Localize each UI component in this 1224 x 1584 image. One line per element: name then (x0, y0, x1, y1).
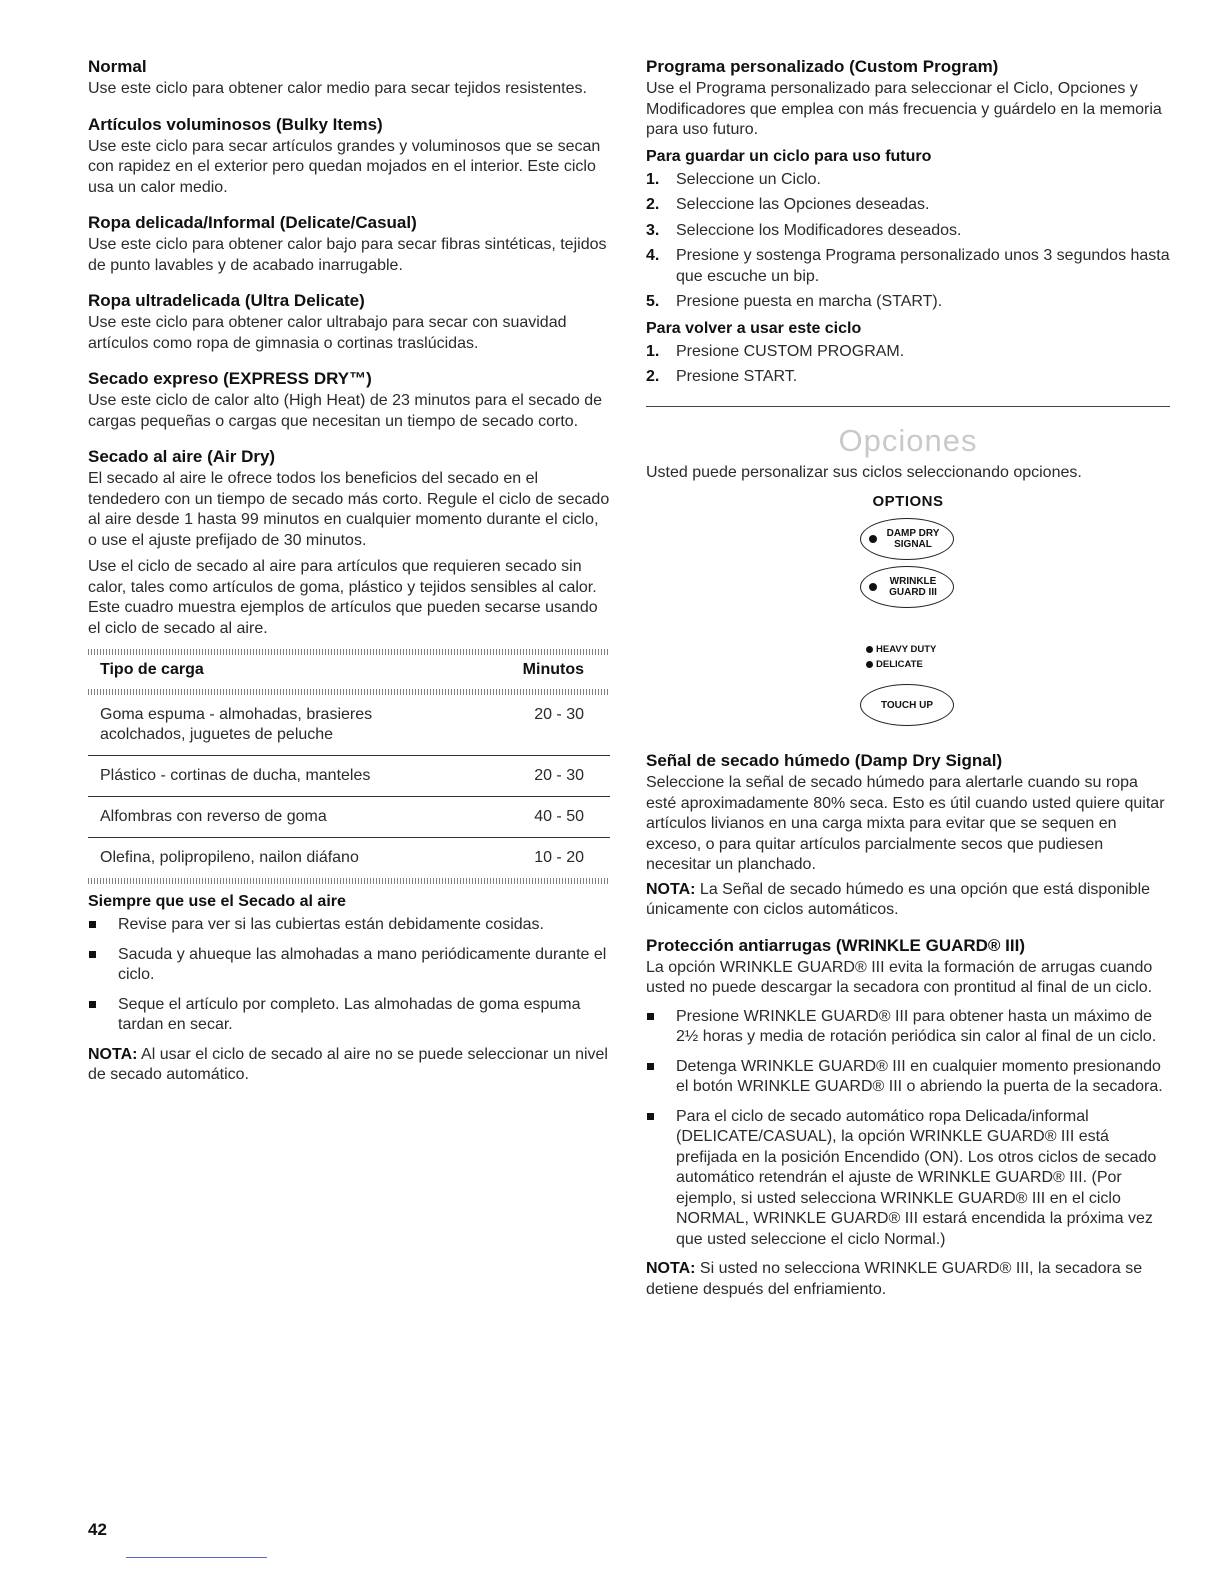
section-damp-dry-signal (646, 750, 1170, 921)
damp-dry-signal-button: DAMP DRY SIGNAL (860, 518, 954, 560)
column-header-load-type: Tipo de carga (100, 661, 204, 678)
section-body: Use el ciclo de secado al aire para artículos que requieren secado sin calor, tales como artículos de goma, plástico y tejidos sensibles al calor. Este cuadro muestra ejemplos de artículos que pueden secarse usando el ciclo de secado al aire. (88, 558, 598, 637)
list-item: 1. Presione CUSTOM PROGRAM. (646, 342, 905, 360)
subsection-title: Para guardar un ciclo para uso futuro (646, 147, 932, 165)
heavy-duty-option: HEAVY DUTY (866, 644, 936, 655)
bullet-list (88, 915, 610, 1036)
table-divider (88, 878, 610, 884)
table-cell-item: Goma espuma - almohadas, brasieres acolchados, juguetes de peluche (100, 706, 373, 743)
section-title: Señal de secado húmedo (Damp Dry Signal) (646, 751, 1003, 770)
bullet-list (646, 1007, 1170, 1251)
touch-up-button: TOUCH UP (860, 684, 954, 726)
section-express-dry (88, 368, 610, 432)
section-title: Programa personalizado (Custom Program) (646, 57, 999, 76)
section-body: Use este ciclo para obtener calor ultrabajo para secar con suavidad artículos como ropa de gimnasia o cortinas traslúcidas. (88, 314, 567, 352)
table-header (88, 655, 610, 689)
section-title: Ropa delicada/Informal (Delicate/Casual) (88, 213, 417, 232)
section-divider (646, 406, 1170, 407)
section-body: Use el Programa personalizado para seleccionar el Ciclo, Opciones y Modificadores que emplea con más frecuencia y guárdelo en la memoria para uso futuro. (646, 80, 1162, 138)
list-item: Para el ciclo de secado automático ropa Delicada/informal (DELICATE/CASUAL), la opción WRINKLE GUARD® III está prefijada en la posición Encendido (ON). Los otros ciclos de secado automático retendrán el ajuste de WRINKLE GUARD® III. (Por ejemplo, si usted selecciona WRINKLE GUARD® III en el ciclo NORMAL, WRINKLE GUARD® III estará encendida la próxima vez que usted seleccione el ciclo Normal.) (646, 1107, 1170, 1251)
section-body: Seleccione la señal de secado húmedo para alertarle cuando su ropa esté aproximadamente 80% seca. Esto es útil cuando usted quiere quitar artículos livianos en una carga mixta para evitar que se sequen en exceso, o para quitar artículos parcialmente secos que pudiesen necesitar un planchado. (646, 774, 1165, 873)
table-row (88, 756, 610, 797)
opciones-heading: Opciones (838, 422, 978, 458)
note: NOTA: Si usted no selecciona WRINKLE GUARD® III, la secadora se detiene después del enfriamiento. (646, 1260, 1143, 1298)
opciones-intro: Usted puede personalizar sus ciclos seleccionando opciones. (646, 463, 1082, 481)
bullet-square-icon (89, 1001, 96, 1008)
left-column (88, 56, 610, 1086)
section-title: Artículos voluminosos (Bulky Items) (88, 114, 383, 134)
options-panel-diagram (646, 510, 1170, 750)
table-divider (88, 649, 610, 655)
section-ultra-delicate (88, 290, 610, 354)
list-item: 2. Seleccione las Opciones deseadas. (646, 196, 930, 213)
section-air-dry (88, 446, 610, 639)
note: NOTA: Al usar el ciclo de secado al aire no se puede seleccionar un nivel de secado automático. (88, 1045, 608, 1083)
section-wrinkle-guard (646, 935, 1170, 1301)
page-number: 42 (88, 1520, 107, 1539)
table-row (88, 695, 610, 756)
note: NOTA: La Señal de secado húmedo es una opción que está disponible únicamente con ciclos automáticos. (646, 880, 1151, 918)
reuse-steps-list (646, 342, 1170, 388)
table-cell-minutes: 40 - 50 (534, 808, 584, 825)
section-title: Secado al aire (Air Dry) (88, 447, 276, 466)
table-row (88, 838, 610, 878)
section-always-air-dry (88, 892, 610, 1086)
bullet-square-icon (89, 951, 96, 958)
table-cell-minutes: 20 - 30 (534, 706, 584, 723)
delicate-option: DELICATE (866, 659, 923, 670)
section-body: Use este ciclo para obtener calor bajo para secar fibras sintéticas, tejidos de punto lavables y de acabado inarrugable. (88, 236, 607, 274)
table-cell-minutes: 10 - 20 (534, 849, 584, 866)
list-item: Revise para ver si las cubiertas están debidamente cosidas. (88, 915, 610, 936)
table-row (88, 797, 610, 838)
list-item: 4. Presione y sostenga Programa personalizado unos 3 segundos hasta que escuche un bip. (646, 247, 1170, 285)
right-column (646, 56, 1170, 1300)
section-title: Protección antiarrugas (WRINKLE GUARD® III) (646, 935, 1026, 955)
section-bulky (88, 114, 610, 199)
indicator-dot-icon (866, 646, 873, 653)
options-panel-title: OPTIONS (872, 493, 944, 510)
list-item: 5. Presione puesta en marcha (START). (646, 293, 943, 310)
list-item: Presione WRINKLE GUARD® III para obtener hasta un máximo de 2½ horas y media de rotación periódica sin calor al final de un ciclo. (646, 1007, 1170, 1048)
table-cell-item: Plástico - cortinas de ducha, manteles (100, 767, 371, 784)
section-custom-program (646, 56, 1170, 388)
section-delicate (88, 212, 610, 276)
bullet-square-icon (647, 1013, 654, 1020)
list-item: Sacuda y ahueque las almohadas a mano periódicamente durante el ciclo. (88, 945, 610, 986)
list-item: 1. Seleccione un Ciclo. (646, 170, 821, 188)
section-title: Ropa ultradelicada (Ultra Delicate) (88, 291, 365, 310)
list-item: 2. Presione START. (646, 368, 798, 385)
subsection-title: Siempre que use el Secado al aire (88, 893, 346, 910)
bullet-square-icon (647, 1063, 654, 1070)
table-cell-minutes: 20 - 30 (534, 767, 584, 784)
bullet-square-icon (647, 1113, 654, 1120)
save-steps-list (646, 170, 1170, 313)
indicator-dot-icon (866, 661, 873, 668)
table-cell-item: Olefina, polipropileno, nailon diáfano (100, 849, 359, 866)
section-body: La opción WRINKLE GUARD® III evita la formación de arrugas cuando usted no puede descargar la secadora con prontitud al final de un ciclo. (646, 958, 1153, 996)
indicator-dot-icon (869, 535, 877, 543)
footer-line (126, 1557, 267, 1558)
wrinkle-guard-button: WRINKLE GUARD III (860, 566, 954, 608)
list-item: Detenga WRINKLE GUARD® III en cualquier momento presionando el botón WRINKLE GUARD® III o abriendo la puerta de la secadora. (646, 1057, 1170, 1098)
column-header-minutes: Minutos (522, 661, 584, 678)
air-dry-table (88, 649, 610, 884)
list-item: Seque el artículo por completo. Las almohadas de goma espuma tardan en secar. (88, 995, 610, 1036)
table-divider (88, 689, 610, 695)
section-normal (88, 56, 610, 100)
bullet-square-icon (89, 921, 96, 928)
indicator-dot-icon (869, 583, 877, 591)
section-title: Normal (88, 57, 147, 76)
subsection-title: Para volver a usar este ciclo (646, 319, 862, 337)
section-body: Use este ciclo de calor alto (High Heat) de 23 minutos para el secado de cargas pequeñas o cargas que necesitan un tiempo de secado corto. (88, 392, 603, 430)
section-title: Secado expreso (EXPRESS DRY™) (88, 369, 372, 388)
section-body: Use este ciclo para obtener calor medio para secar tejidos resistentes. (88, 80, 587, 97)
table-cell-item: Alfombras con reverso de goma (100, 808, 327, 825)
section-body: El secado al aire le ofrece todos los beneficios del secado en el tendedero con un tiempo de secado más corto. Regule el ciclo de secado al aire desde 1 hasta 99 minutos en cualquier momento durante el ciclo, o use el ajuste prefijado de 30 minutos. (88, 470, 610, 549)
list-item: 3. Seleccione los Modificadores deseados. (646, 221, 962, 239)
section-body: Use este ciclo para secar artículos grandes y voluminosos que se secan con rapidez en el exterior pero quedan mojados en el interior. Este ciclo usa un calor medio. (88, 137, 601, 196)
